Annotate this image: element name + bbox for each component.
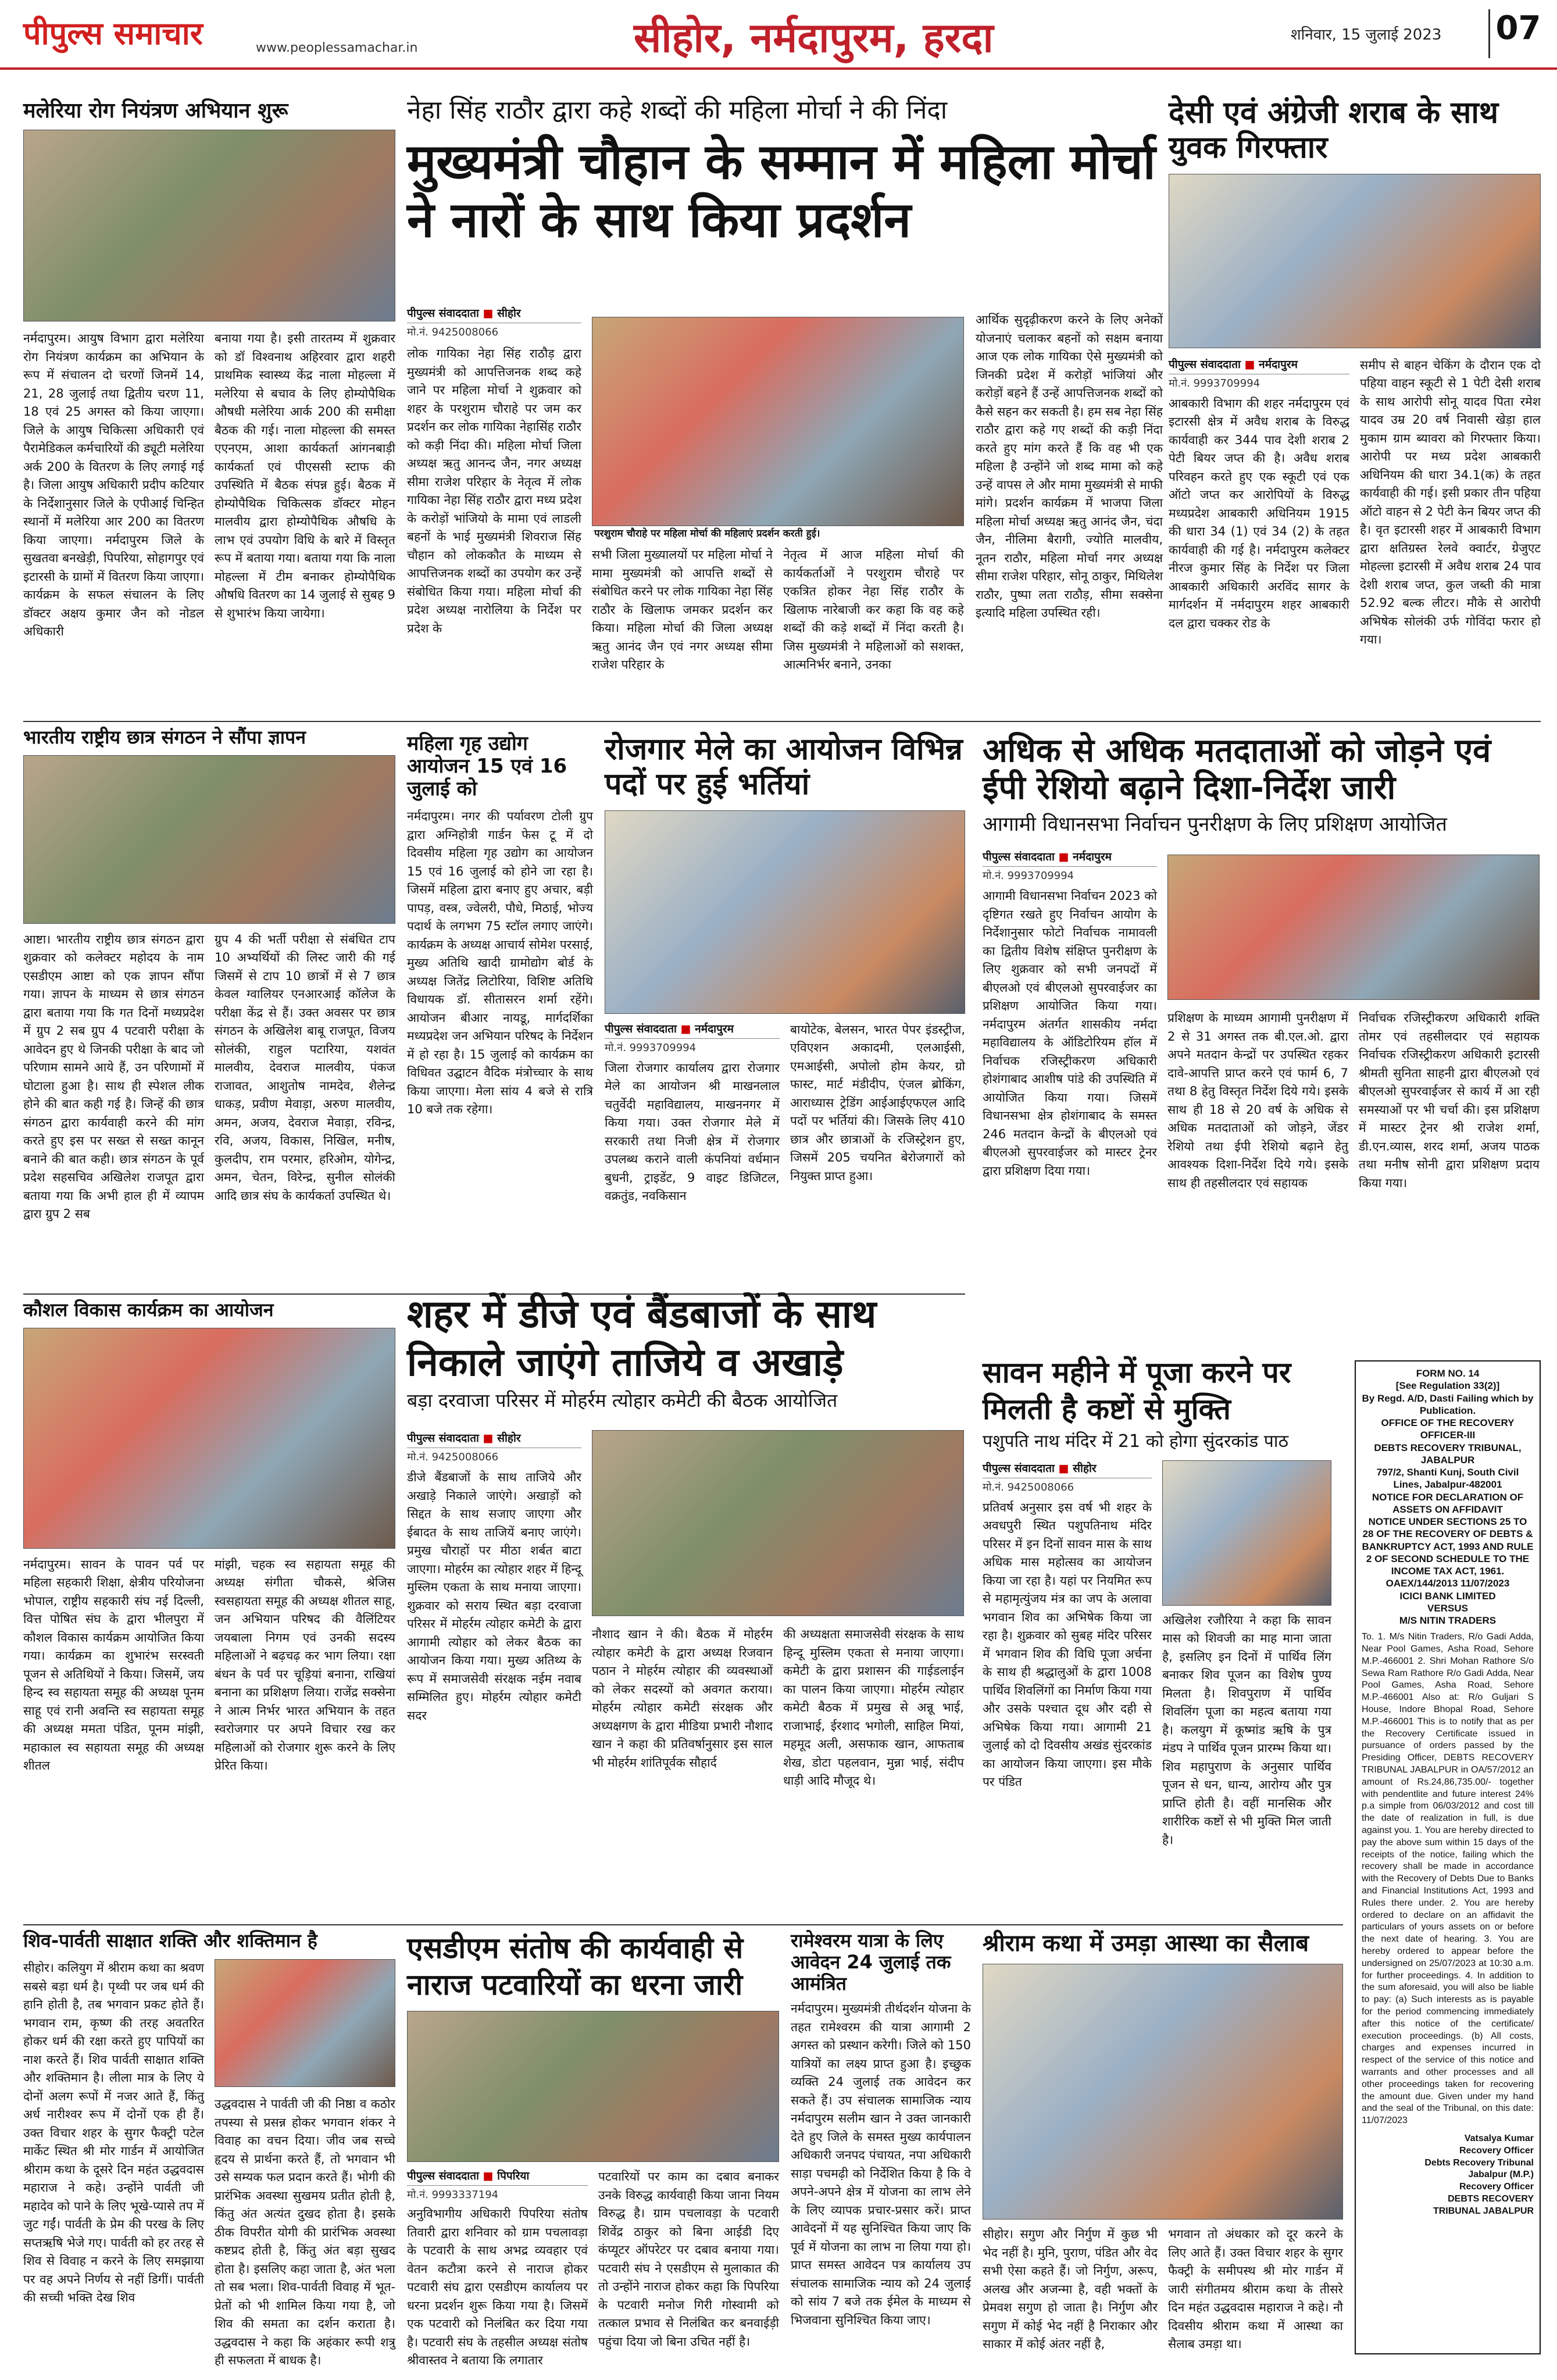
- issue-date: शनिवार, 15 जुलाई 2023: [1291, 26, 1442, 44]
- tajiye-headline: शहर में डीजे एवं बैंडबाजों के साथ निकाले जाएंगे ताजिये व अखाड़े: [407, 1292, 877, 1385]
- rameshwaram-title: रामेश्वरम यात्रा के लिए आवेदन 24 जुलाई तक आमंत्रित: [791, 1929, 951, 1995]
- divider: [23, 721, 1541, 722]
- lead-mobile: मो.नं. 9425008066: [407, 326, 499, 338]
- voters-col1: आगामी विधानसभा निर्वाचन 2023 को दृष्टिगत रखते हुए निर्वाचन आयोग के निर्देशानुसार फोटो निर्वाचक नामावली का द्वितीय विशेष संक्षिप्त पुनरीक्षण के लिए शुक्रवार को सभी जनपदों में बीएलओ एवं बीएलओ सुपरवाईजर का प्रशिक्षण आयोजित किया गया। नर्मदापुरम अंतर्गत शासकीय नर्मदा महाविद्यालय के ऑडिटोरियम हॉल में निर्वाचक रजिस्ट्रीकरण अधिकारी होशंगाबाद आशीष पांडे की उपस्थिति में आयोजित किया गया। जिसमें विधानसभा क्षेत्र होशंगाबाद के समस्त 246 मतदान केन्द्रों के बीएलओ एवं बीएलओ सुपरवाईजर को मास्टर ट्रेनर द्वारा प्रशिक्षण दिया गया।: [983, 889, 1157, 1178]
- sdm-byline: पीपुल्स संवाददाता ■ पिपरिया: [407, 2168, 588, 2186]
- rozgar-article: [605, 732, 965, 1279]
- sawan-mobile: मो.नं. 9425008066: [983, 1481, 1074, 1493]
- abvp-title: भारतीय राष्ट्रीय छात्र संगठन ने सौंपा ज्ञापन: [23, 726, 306, 748]
- voters-mobile: मो.नं. 9993709994: [983, 870, 1074, 882]
- abvp-col1: आष्टा। भारतीय राष्ट्रीय छात्र संगठन द्वारा शुक्रवार को कलेक्टर महोदय के नाम एसडीएम आष्टा को एक ज्ञापन सौंपा गया। ज्ञापन के माध्यम से छात्र संगठन द्वारा बताया गया कि गत दिनों मध्यप्रदेश में ग्रुप 2 सब ग्रुप 4 पटवारी परीक्षा के आवेदन हुए थे जिनकी परीक्षा के बाद जो परिणाम सामने आये हैं, उन परिणामों में घोटाला हुआ है। साथ ही स्पेशल लीक होने की बात कही गई है। जिन्हें की छात्र संगठन द्वारा कार्यवाही करने की मांग करते हुए इस पर सख्त से सख्त कानून बनाने की बात कही। छात्र संगठन के पूर्व प्रदेश सहसचिव अखिलेश राजपूत द्वारा बताया गया कि अभी हाल ही में व्यापम द्वारा ग्रुप 2 सब: [23, 932, 204, 1221]
- notice-line: VERSUS: [1427, 1602, 1468, 1614]
- voters-kicker: आगामी विधानसभा निर्वाचन पुनरीक्षण के लिए प्रशिक्षण आयोजित: [983, 812, 1447, 836]
- notice-line: NOTICE UNDER SECTIONS 25 TO 28 OF THE RECOVERY OF DEBTS & BANKRUPTCY ACT, 1993 AND RULE 2 OF SECOND SCHEDULE TO THE INCOME TAX ACT, 1961.: [1362, 1516, 1534, 1577]
- brand-logo: पीपुल्स समाचार: [23, 15, 203, 52]
- kaushal-col1: नर्मदापुरम। सावन के पावन पर्व पर महिला सहकारी शिक्षा, क्षेत्रीय परियोजना भोपाल, राष्ट्रीय सहकारी संघ नई दिल्ली, वित्त पोषित संघ के द्वारा भीलपुरा में कौशल विकास कार्यक्रम आयोजित किया गया। कार्यक्रम का शुभारंभ सरस्वती पूजन से अतिथियों ने किया। जिसमें, जय हिन्द स्व सहायता समूह की अध्यक्ष पूनम साहू एवं रानी अवन्ति स्व सहायता समूह की अध्यक्ष ममता पंडित, पूनम मांझी, महाकाल स्व सहायता समूह की अध्यक्ष शीतल: [23, 1557, 204, 1773]
- rozgar-byline: पीपुल्स संवाददाता ■ नर्मदापुरम: [605, 1021, 780, 1039]
- notice-line: By Regd. A/D, Dasti Failing which by Publication.: [1362, 1392, 1534, 1416]
- notice-sign-line: Recovery Officer: [1459, 2182, 1534, 2192]
- rozgar-col2: बायोटेक, बेलसन, भारत पेपर इंडस्ट्रीज, एविएशन अकादमी, एलआईसी, एमआईसी, अपोलो होम केयर, ग्रो फास्ट, मार्ट मंडीदीप, एंजल ब्रोकिंग, आराध्यास ट्रेडिंग आईआईएफएल आदि पदों पर भर्तियां की। जिसके लिए 410 छात्र और छात्राओं के रजिस्ट्रेशन हुए, जिसमें 205 चयनित बेरोजगारों को नियुक्त प्राप्त हुआ।: [790, 1022, 965, 1183]
- shriram-article: [983, 1930, 1343, 2372]
- liquor-headline: देसी एवं अंग्रेजी शराब के साथ युवक गिरफ्तार: [1169, 95, 1499, 165]
- liquor-article: [1169, 96, 1541, 724]
- lead-headline: मुख्यमंत्री चौहान के सम्मान में महिला मोर्चा ने नारों के साथ किया प्रदर्शन: [407, 133, 1156, 249]
- sdm-photo: [407, 2011, 779, 2162]
- tajiye-photo: [592, 1430, 964, 1616]
- notice-line: OFFICE OF THE RECOVERY OFFICER-III: [1381, 1417, 1515, 1441]
- lead-col4: आर्थिक सुदृढ़ीकरण करने के लिए अनेकों योजनाएं चलाकर बहनों को सक्षम बनाया आज एक लोक गायिका ऐसे मुख्यमंत्री को जिनकी प्रदेश में करोड़ों भांजियां और करोड़ों बहने हैं उन्हें आपत्तिजनक शब्दों को कैसे सहन कर सकती है। हम सब नेहा सिंह राठौर द्वारा कहे गए शब्दों की कड़ी निंदा करते हुए मांग करते हैं कि वह भी एक महिला है उन्होंने जो शब्द मामा को कहे उन्हें वापस ले और मामा मुख्यमंत्री से माफी मांगे। प्रदर्शन कार्यक्रम में भाजपा जिला महिला मोर्चा अध्यक्ष ऋतु आनंद जैन, चंदा जैन, नीलिमा बैरागी, ज्योति मालवीय, नूतन राठौर, महिला मोर्चा नगर अध्यक्ष सीमा राजेश परिहार, सोनू ठाकुर, मिथिलेश राठौर, पुष्पा लता राठौड़, सीमा सक्सेना इत्यादि महिला उपस्थित रही।: [976, 313, 1163, 620]
- shriram-title: श्रीराम कथा में उमड़ा आस्था का सैलाब: [983, 1930, 1309, 1957]
- tajiye-kicker: बड़ा दरवाजा परिसर में मोहर्रम त्योहार कमेटी की बैठक आयोजित: [407, 1389, 838, 1411]
- sawan-kicker: पशुपति नाथ मंदिर में 21 को होगा सुंदरकांड पाठ: [983, 1431, 1289, 1452]
- udyog-article: [407, 732, 593, 1285]
- udyog-title: महिला गृह उद्योग आयोजन 15 एवं 16 जुलाई को: [407, 732, 567, 801]
- notice-signature: [1362, 2133, 1534, 2218]
- notice-line: [See Regulation 33(2)]: [1395, 1380, 1500, 1392]
- abvp-col2: ग्रुप 4 की भर्ती परीक्षा से संबंधित टाप 10 अभ्यर्थियों की लिस्ट जारी की गई जिसमें से टाप 10 छात्रों में से 7 छात्र केवल ग्वालियर एनआरआई कॉलेज के परीक्षा केंद्र से हैं। उक्त अवसर पर छात्र संगठन के अखिलेश बाबू राजपूत, विजय सोलंकी, राहुल पटारिया, यशवंत मालवीय, देवराज मालवीय, पंकज राजावत, आशुतोष नामदेव, शैलेन्द्र धाकड़, प्रवीण मेवाड़ा, अरुण मालवीय, अमन, अजय, देवराज मेवाड़ा, रविन्द्र, रवि, अजय, विकास, निखिल, मनीष, कुलदीप, राम परमार, हरिओम, योगेन्द्र, अमन, चेतन, विरेन्द्र, सुनील सोलंकी आदि छात्र संघ के कार्यकर्ता उपस्थित थे।: [215, 932, 395, 1203]
- lead-col1: लोक गायिका नेहा सिंह राठौड़ द्वारा मुख्यमंत्री को आपत्तिजनक शब्द कहे जाने पर महिला मोर्चा ने शुक्रवार को शहर के परशुराम चौराहे पर जम कर प्रदर्शन कर लोक गायिका नेहासिंह राठौर को कड़ी निंदा की। महिला मोर्चा जिला अध्यक्ष ऋतु आनन्द जैन, नगर अध्यक्ष सीमा राजेश परिहार के नेतृत्व में लोक गायिका नेहा सिंह राठौर द्वारा मध्य प्रदेश के करोड़ों भांजियो के मामा एवं लाडली बहनों के भाई मुख्यमंत्री शिवराज सिंह चौहान को लोककौत के माध्यम से आपत्तिजनक शब्दों का उपयोग कर उन्हें संबोधित किया गया। महिला मोर्चा की प्रदेश अध्यक्ष नारोलिया के निर्देश पर प्रदेश के: [407, 346, 581, 635]
- malaria-photo: [23, 130, 395, 321]
- notice-sign-line: TRIBUNAL JABALPUR: [1433, 2206, 1534, 2216]
- site-url[interactable]: www.peoplessamachar.in: [256, 41, 418, 55]
- sdm-col1: अनुविभागीय अधिकारी पिपरिया संतोष तिवारी द्वारा शनिवार को ग्राम पचलावड़ा के पटवारी के साथ अभद्र व्यवहार एवं वेतन कटौत्रा करने से नाराज होकर पटवारी संघ द्वारा एसडीएम कार्यालय पर धरना प्रदर्शन शुरू किया गया है। जिसमें एक पटवारी को निलंबित कर दिया गया है। पटवारी संघ के तहसील अध्यक्ष संतोष श्रीवास्तव ने बताया कि लगातार: [407, 2207, 588, 2367]
- lead-kicker: नेहा सिंह राठौर द्वारा कहे शब्दों की महिला मोर्चा ने की निंदा: [407, 95, 948, 125]
- sdm-mobile: मो.नं. 9993337194: [407, 2189, 499, 2201]
- divider: [23, 1924, 1343, 1925]
- legal-notice: [1355, 1360, 1541, 2354]
- malaria-title: मलेरिया रोग नियंत्रण अभियान शुरू: [23, 99, 288, 123]
- notice-line: ICICI BANK LIMITED: [1399, 1590, 1496, 1602]
- voters-byline: पीपुल्स संवाददाता ■ नर्मदापुरम: [983, 849, 1157, 867]
- notice-sign-line: Recovery Officer: [1459, 2145, 1534, 2156]
- sdm-article: [407, 1930, 779, 2372]
- rozgar-col1: जिला रोजगार कार्यालय द्वारा रोजगार मेले का आयोजन श्री माखनलाल चतुर्वेदी महाविद्यालय, माखननगर में किया गया। उक्त रोजगार मेले में सरकारी तथा निजी क्षेत्र में रोजगार उपलब्ध कराने वाली कंपनियां वर्धमान बुधनी, ट्राइडेंट, 9 वाइट डिजिटल, वक्रतुंड, नवकिसान: [605, 1060, 780, 1203]
- lead-col2: सभी जिला मुख्यालयों पर महिला मोर्चा ने मामा मुख्यमंत्री को आपत्ति शब्दों से संबोधित करने पर लोक गायिका नेहा सिंह राठौर के खिलाफ जमकर प्रदर्शन कर किया। महिला मोर्चा की जिला अध्यक्ष ऋतु आनंद जैन एवं नगर अध्यक्ष सीमा राजेश परिहार के: [592, 548, 773, 672]
- malaria-col2: बनाया गया है। इसी तारतम्य में शुक्रवार को डॉ विश्वनाथ अहिरवार द्वारा शहरी प्राथमिक स्वास्थ्य केंद्र नाला मोहल्ला में मलेरिया से बचाव के लिए होम्योपैथिक औषधी मलेरिया आर्क 200 की समीक्षा बैठक की गई। नाला मोहल्ला की समस्त एएनएम, आशा कार्यकर्ता आंगनबाड़ी कार्यकर्ता एवं पीएससी स्टाफ की उपस्थिति में बैठक संपन्न हुई। बैठक में होम्योपैथिक चिकित्सक डॉक्टर मोहन मालवीय द्वारा होम्योपैथिक औषधि के लाभ एवं उपयोग विधि के बारे में विस्तृत रूप में बताया गया। बताया गया कि नाला मोहल्ला में टीम बनाकर होम्योपैथिक औषधि वितरण का 14 जुलाई से सुबह 9 से शुभारंभ किया जायेगा।: [215, 331, 395, 620]
- liquor-byline: पीपुल्स संवाददाता ■ नर्मदापुरम: [1169, 356, 1349, 374]
- liquor-mobile: मो.नं. 9993709994: [1169, 377, 1260, 389]
- rozgar-photo: [605, 810, 965, 1014]
- lead-article: [407, 96, 1163, 724]
- sdm-headline: एसडीएम संतोष की कार्यवाही से नाराज पटवारियों का धरना जारी: [407, 1931, 744, 2002]
- notice-body: To. 1. M/s Nitin Traders, R/o Gadi Adda, Near Pool Games, Asha Road, Sehore M.P.-466001 2. Shri Mohan Rathore S/o Sewa Ram Rathore R/o Gadi Adda, Near Pool Games, Asha Road, Sehore M.P.-466001 Also at: R/o Guljari S House, Indore Bhopal Road, Sehore M.P.-466001 This is to notify that as per the Recovery Certificate issued in pursuance of orders passed by the Presiding Officer, DEBTS RECOVERY TRIBUNAL JABALPUR in OA/57/2012 an amount of Rs.24,86,735.00/- together with pendentlite and future interest 24% p.a simple from 06/03/2012 and cost till the date of realization in full, is due against you. 1. You are hereby directed to pay the above sum within 15 days of the receipts of the notice, failing which the recovery shall be made in accordance with the Recovery of Debts Due to Banks and Financial Institutions Act, 1993 and Rules there under. 2. You are hereby ordered to declare on an affidavit the particulars of yours assets on or before the next date of hearing. 3. You are hereby ordered to appear before the undersigned on 25/07/2023 at 10:30 a.m. for further proceedings. 4. In addition to the sum aforesaid, you will also be liable to pay: (a) Such interests as is payable for the period commencing immediately after this notice of the certificate/ execution proceedings. (b) All costs, charges and expenses incurred in respect of the service of this notice and warrants and other processes and all other proceedings taken for recovering the amount due. Given under my hand and the seal of the Tribunal, on this date: 11/07/2023: [1362, 1632, 1534, 2126]
- sawan-byline: पीपुल्स संवाददाता ■ सीहोर: [983, 1460, 1152, 1478]
- rameshwaram-text: नर्मदापुरम। मुख्यमंत्री तीर्थदर्शन योजना के तहत रामेश्वरम की यात्रा आगामी 2 अगस्त को प्रस्थान करेगी। जिले को 150 यात्रियों का लक्ष्य प्राप्त हुआ है। इच्छुक व्यक्ति 24 जुलाई तक आवेदन कर सकते हैं। उप संचालक सामाजिक न्याय नर्मदापुरम सलीम खान ने उक्त जानकारी देते हुए जिले के समस्त मुख्य कार्यपालन अधिकारी जनपद पंचायत, नपा अधिकारी साड़ा पचमढ़ी को निर्देशित किया है कि वे अपने-अपने क्षेत्र में योजना का लाभ लेने के लिए व्यापक प्रचार-प्रसार करें। प्राप्त आवेदनों में यह सुनिश्चित किया जाए कि पूर्व में योजना का लाभ ना लिया गया हो। प्राप्त समस्त आवेदन पत्र कार्यालय उप संचालक सामाजिक न्याय को 24 जुलाई को सांय 7 बजे तक ईमेल के माध्यम से भिजवाना सुनिश्चित किया जाए।: [791, 2002, 971, 2327]
- region-title: सीहोर, नर्मदापुरम, हरदा: [634, 14, 994, 62]
- lead-col3: नेतृत्व में आज महिला मोर्चा की कार्यकर्ताओं ने परशुराम चौराहे पर एकत्रित होकर नेहा सिंह राठौर के खिलाफ नारेबाजी कर कहा कि वह कहे शब्दों की कड़े शब्दों में निंदा करती है। जिस मुख्यमंत्री ने महिलाओं को सशक्त, आत्मनिर्भर बनाने, उनका: [783, 548, 964, 672]
- voters-headline: अधिक से अधिक मतदाताओं को जोड़ने एवं ईपी रेशियो बढ़ाने दिशा-निर्देश जारी: [983, 732, 1491, 807]
- rozgar-headline: रोजगार मेले का आयोजन विभिन्न पदों पर हुई भर्तियां: [605, 732, 963, 802]
- notice-sign-line: Jabalpur (M.P.): [1468, 2170, 1534, 2180]
- voters-col3: निर्वाचक रजिस्ट्रीकरण अधिकारी शक्ति तोमर एवं तहसीलदार एवं सहायक निर्वाचक रजिस्ट्रीकरण अधिकारी इटारसी श्रीमती सुनिता साहनी द्वारा बीएलओ एवं बीएलओ सुपरवाईजर से कार्य में आ रही समस्याओं पर भी चर्चा की। इस प्रशिक्षण में मास्टर ट्रेनर श्री राजेश शर्मा, डी.एन.व्यास, शरद शर्मा, अजय पाठक तथा मनीष सोनी द्वारा प्रशिक्षण प्रदाय किया गया।: [1359, 1011, 1540, 1190]
- sawan-headline: सावन महीने में पूजा करने पर मिलती है कष्टों से मुक्ति: [983, 1356, 1291, 1426]
- masthead: [0, 0, 1557, 70]
- kaushal-col2: मांझी, चहक स्व सहायता समूह की अध्यक्ष संगीता चौकसे, श्रेजिस स्वसहायता समूह की अध्यक्ष शीतल साहू, जन अभियान परिषद की वैलिंटियर जयबाला निगम एवं उनकी सदस्य महिलाओं ने बढ़चढ़ कर भाग लिया। रक्षा बंधन के पर्व पर चूड़ियां बनाना, राखियां बनाना का प्रशिक्षण लिया। राजेंद्र सक्सेना ने आत्म निर्भर भारत अभियान के तहत स्वरोजगार पर अपने विचार रख कर महिलाओं को रोजगार शुरू करने के लिए प्रेरित किया।: [215, 1557, 395, 1773]
- shiv-col1: सीहोर। कलियुग में श्रीराम कथा का श्रवण सबसे बड़ा धर्म है। पृथ्वी पर जब धर्म की हानि होती है, तब भगवान प्रकट होते हैं। भगवान राम, कृष्ण की तरह अवतरित होकर धर्म की रक्षा करते हुए पापियों का नाश करते हैं। शिव पार्वती साक्षात शक्ति और शक्तिमान है। लीला मात्र के लिए ये दोनों अलग रूपों में नजर आते हैं, किंतु अर्ध नारीश्वर रूप में दोनों एक ही हैं। उक्त विचार शहर के सुगर फैक्ट्री पटेल मार्केट स्थित श्री मोर गार्डन में आयोजित श्रीराम कथा के दूसरे दिन महंत उद्धवदास महाराज ने कहे। उन्होंने पार्वती जी महादेव को पाने के लिए भूखे-प्यासे तप में जुट गईं। पार्वती के प्रेम की परख के लिए सप्तऋषि भेजे गए। पार्वती को हर तरह से शिव से विवाह न करने के लिए समझाया पर वह अपने निर्णय से नहीं डिगीं। पार्वती की सच्ची भक्ति देख शिव: [23, 1961, 204, 2304]
- voters-photo: [1167, 855, 1540, 1000]
- lead-byline: पीपुल्स संवाददाता ■ सीहोर: [407, 305, 581, 323]
- notice-sign-line: Vatsalya Kumar: [1464, 2133, 1534, 2143]
- notice-line: OAEX/144/2013 11/07/2023: [1385, 1578, 1510, 1589]
- rozgar-mobile: मो.नं. 9993709994: [605, 1041, 697, 1054]
- rameshwaram-article: [791, 1930, 971, 2372]
- notice-sign-line: DEBTS RECOVERY: [1448, 2193, 1534, 2204]
- notice-line: M/S NITIN TRADERS: [1399, 1615, 1497, 1626]
- lead-photo: [592, 317, 964, 526]
- notice-header: [1362, 1367, 1534, 1627]
- sawan-photo: [1162, 1460, 1331, 1606]
- lead-photo-caption: परशुराम चौराहे पर महिला मोर्चा की महिलाएं प्रदर्शन करती हुई।: [592, 526, 964, 541]
- liquor-col1: आबकारी विभाग की शहर नर्मदापुरम एवं इटारसी क्षेत्र में अवैध शराब के विरुद्ध कार्यवाही कर 344 पाव देशी शराब 2 पेटी बियर जप्त की है। अवैध शराब परिवहन करते हुए एक स्कूटी एवं एक ऑटो जप्त कर आरोपियों के विरुद्ध मध्यप्रदेश आबकारी अधिनियम 1915 की धारा 34 (1) एवं 34 (2) के तहत कार्यवाही की गई है। नर्मदापुरम कलेक्टर नीरज कुमार सिंह के निर्देश पर जिला आबकारी अधिकारी अरविंद सागर के मार्गदर्शन में नर्मदापुरम शहर आबकारी दल द्वारा चक्कर रोड के: [1169, 396, 1349, 630]
- liquor-col2: समीप से बाहन चेकिंग के दौरान एक दो पहिया वाहन स्कूटी से 1 पेटी देसी शराब के साथ आरोपी सोनू यादव पिता रमेश यादव उम्र 20 वर्ष निवासी खेड़ा हाल मुकाम ग्राम ब्यावरा को गिरफ्तार किया। आरोपी पर मध्य प्रदेश आबकारी अधिनियम की धारा 34.1(क) के तहत कार्यवाही की गई। इसी प्रकार तीन पहिया ऑटो वाहन से 2 पेटी केन बियर जप्त की है। वृत इटारसी शहर में आबकारी विभाग द्वारा क्षतिग्रस्त रेलवे क्वार्टर, ग्रेजुएट मोहल्ला इटारसी में अवैध शराब 24 पाव देशी शराब जप्त, कुल जब्ती की मात्रा 52.92 बल्क लीटर। मौके से आरोपी अभिषेक सोलंकी उर्फ गोविंदा फरार हो गया।: [1360, 358, 1541, 647]
- kaushal-photo: [23, 1328, 395, 1549]
- page-number: 07: [1488, 9, 1547, 58]
- shriram-col2: भगवान तो अंधकार को दूर करने के लिए आते हैं। उक्त विचार शहर के सुगर फैक्ट्री के समीपस्थ श्री मोर गार्डन में जारी संगीतमय श्रीराम कथा के तीसरे दिन महंत उद्धवदास महाराज ने कहे। नौ दिवसीय श्रीराम कथा में आस्था का सैलाब उमड़ा था।: [1168, 2227, 1343, 2351]
- kaushal-title: कौशल विकास कार्यक्रम का आयोजन: [23, 1299, 274, 1321]
- malaria-col1: नर्मदापुरम। आयुष विभाग द्वारा मलेरिया रोग नियंत्रण कार्यक्रम का अभियान के रूप में संचालन दो चरणों जिनमें 14, 21, 28 जुलाई तथा द्वितीय चरण 11, 18 एवं 25 अगस्त को किया जाएगा। जिले के आयुष चिकित्सा अधिकारी एवं पैरामेडिकल कर्मचारियों की ड्यूटी मलेरिया अर्क 200 के वितरण के लिए लगाई गई है। जिला आयुष अधिकारी प्रदीप कटियार के निर्देशानुसार जिले के एपीआई चिन्हित स्थानों में मलेरिया आर 200 का वितरण किया जाएगा। नर्मदापुरम जिले के सुखतवा बनखेड़ी, पिपरिया, सोहागपुर एवं इटारसी के ग्रामों में वितरण किया जाएगा। कार्यक्रम के सफल संचालन के लिए डॉक्टर अक्षय कुमार जैन को नोडल अधिकारी: [23, 331, 204, 639]
- shriram-col1: सीहोर। सगुण और निर्गुण में कुछ भी भेद नहीं है। मुनि, पुराण, पंडित और वेद सभी ऐसा कहते हैं। जो निर्गुण, अरूप, अलख और अजन्मा है, वही भक्तों के प्रेमवश सगुण हो जाता है। निर्गुण और सगुण में कोई भेद नहीं है निराकार और साकार में कोई अंतर नहीं है,: [983, 2227, 1158, 2351]
- tajiye-article: [407, 1291, 965, 1918]
- liquor-photo: [1169, 174, 1541, 348]
- sdm-col2: पटवारियों पर काम का दबाव बनाकर उनके विरुद्ध कार्यवाही किया जाना नियम विरुद्ध है। ग्राम पचलावड़ा के पटवारी शिवेंद्र ठाकुर को बिना आईडी दिए कंप्यूटर ऑपरेटर पर दबाव बनाया गया। पटवारी संघ ने एसडीएम से मुलाकात की तो उन्होंने नाराज होकर कहा कि पिपरिया के पटवारी मनोज गिरी गोस्वामी को तत्काल प्रभाव से निलंबित कर बनवाईड़ी पहुंचा दिया जो बिना उचित नहीं है।: [598, 2170, 779, 2349]
- shiv-photo: [215, 1959, 395, 2087]
- sawan-col2: अखिलेश रजौरिया ने कहा कि सावन मास को शिवजी का माह माना जाता है, इसलिए इन दिनों में पार्थिव लिंग बनाकर शिव पूजन का विशेष पुण्य मिलता है। शिवपुराण में पार्थिव शिवलिंग पूजा का महत्व बताया गया है। कलयुग में कूष्मांड ऋषि के पुत्र मंडप ने पार्थिव पूजन प्रारम्भ किया था। शिव महापुराण के अनुसार पार्थिव पूजन से धन, धान्य, आरोग्य और पुत्र प्राप्ति होती है। वहीं मानसिक और शारीरिक कष्टों से भी मुक्ति मिल जाती है।: [1162, 1613, 1331, 1847]
- abvp-photo: [23, 755, 395, 924]
- notice-line: FORM NO. 14: [1416, 1368, 1480, 1379]
- tajiye-col1: डीजे बैंडबाजों के साथ ताजिये और अखाड़े निकाले जाएंगे। अखाड़ों को सिद्दत के साथ सजाए जाएगा और ईबादत के साथ ताजियें बनाए जाएंगे। प्रमुख चौराहों पर मीठा शर्बत बाटा जाएगा। मोहर्रम का त्योहार शहर में हिन्दू मुस्लिम एकता के साथ मनाया जाएगा। शुक्रवार को सराय स्थित बड़ा दरवाजा परिसर में मोहर्रम त्योहार कमेटी के द्वारा आगामी त्योहार को लेकर बैठक का आयोजन किया गया। मुख्य अतिथ्य के रूप में समाजसेवी संरक्षक नईम नवाब सम्मिलित हुए। मोहर्रम त्योहार कमेटी सदर: [407, 1470, 581, 1723]
- tajiye-byline: पीपुल्स संवाददाता ■ सीहोर: [407, 1430, 581, 1448]
- udyog-text: नर्मदापुरम। नगर की पर्यावरण टोली ग्रुप द्वारा अग्निहोत्री गार्डन फेस टू में दो दिवसीय महिला गृह उद्योग का आयोजन 15 एवं 16 जुलाई को होने जा रहा है। जिसमें महिला द्वारा बनाए हुए अचार, बड़ी पापड़, वस्त्र, ज्वेलरी, पौधे, मिठाई, भोज्य पदार्थ के लगभग 75 स्टॉल लगाए जाएंगे। कार्यक्रम के अध्यक्ष आचार्य सोमेश परसाई, मुख्य अतिथि खादी ग्रामोद्योग बोर्ड के अध्यक्ष जितेंद्र लिटोरिया, विशिष्ट अतिथि विधायक डॉ. सीतासरन शर्मा रहेंगे। आयोजन बीआर नायडू, मार्गदर्शिका मध्यप्रदेश जन अभियान परिषद के निर्देशन में हो रहा है। 15 जुलाई को कार्यक्रम का विधिवत उद्घाटन वैदिक मंत्रोच्चार के साथ किया जाएगा। मेला सांय 4 बजे से रात्रि 10 बजे तक रहेगा।: [407, 809, 593, 1117]
- sawan-article: [983, 1355, 1331, 1982]
- notice-sign-line: Debts Recovery Tribunal: [1424, 2157, 1534, 2168]
- notice-line: DEBTS RECOVERY TRIBUNAL, JABALPUR: [1374, 1442, 1522, 1466]
- malaria-article: [23, 99, 395, 715]
- shiv-col2: उद्धवदास ने पार्वती जी की निष्ठा व कठोर तपस्या से प्रसन्न होकर भगवान शंकर ने विवाह का वचन दिया। जीव जब सच्चे हृदय से प्रार्थना करते हैं, तो भगवान भी उसे सम्यक फल प्रदान करते हैं। भोगी की प्रारंभिक अवस्था सुखमय प्रतीत होती है, किंतु अंत अत्यंत दुखद होता है। इसके ठीक विपरीत योगी की प्रारंभिक अवस्था कष्टप्रद होती है, किंतु अंत बड़ा सुखद होता है। इसलिए कहा जाता है, अंत भला तो सब भला। शिव-पार्वती विवाह में भूत-प्रेतों को भी शामिल किया गया है, जो शिव की समता का दर्शन कराता है। उद्धवदास ने कहा कि अहंकार रूपी शत्रु ही सफलता में बाधक है।: [215, 2097, 395, 2367]
- voters-article: [983, 732, 1541, 1291]
- notice-line: 797/2, Shanti Kunj, South Civil Lines, Jabalpur-482001: [1376, 1467, 1519, 1491]
- tajiye-col3: की अध्यक्षता समाजसेवी संरक्षक के साथ हिन्दू मुस्लिम एकता से मनाया जाएगा। कमेटी के द्वारा प्रशासन की गाईडलाईन का पालन किया जाएगा। मोहर्रम त्योहार कमेटी बैठक में प्रमुख से अन्नू भाई, राजाभाई, ईरशाद भगोली, साहिल मियां, महमूद अली, असफाक खान, आफताब शेख, डोटा पहलवान, मुन्ना भाई, संदीप धाड़ी आदि मौजूद थे।: [783, 1627, 964, 1788]
- abvp-article: [23, 727, 395, 1291]
- shiv-article: [23, 1930, 395, 2372]
- notice-line: NOTICE FOR DECLARATION OF ASSETS ON AFFIDAVIT: [1372, 1491, 1524, 1515]
- tajiye-col2: नौशाद खान ने की। बैठक में मोहर्रम त्योहार कमेटी के द्वारा अध्यक्ष रिजवान पठान ने मोहर्रम त्योहार की व्यवस्थाओं को लेकर सदस्यों को अवगत कराया। मोहर्रम त्योहार कमेटी संरक्षक और अध्यक्षगण के द्वारा मीडिया प्रभारी नौशाद खान ने कहा की प्रतिवर्षानुसार इस साल भी मोहर्रम शांतिपूर्वक सौहार्द: [592, 1627, 773, 1770]
- shiv-title: शिव-पार्वती साक्षात शक्ति और शक्तिमान है: [23, 1929, 317, 1952]
- tajiye-mobile: मो.नं. 9425008066: [407, 1451, 499, 1463]
- sawan-col1: प्रतिवर्ष अनुसार इस वर्ष भी शहर के अवधपुरी स्थित पशुपतिनाथ मंदिर परिसर में इन दिनों सावन मास के साथ अधिक मास महोत्सव का आयोजन किया जा रहा है। यहां पर नियमित रूप से महामृत्युंजय मंत्र का जप के अलावा भगवान शिव का अभिषेक किया जा रहा है। शुक्रवार को सुबह मंदिर परिसर में भगवान शिव की विधि पूजा अर्चना के साथ ही श्रद्धालुओं के द्वारा 1008 पार्थिव शिवलिंगों का निर्माण किया गया और उसके पश्चात दूध और दही से अभिषेक किया गया। आगामी 21 जुलाई को दो दिवसीय अखंड सुंदरकांड का आयोजन किया जाएगा। इस मौके पर पंडित: [983, 1500, 1152, 1789]
- shriram-photo: [983, 1964, 1343, 2220]
- voters-col2: प्रशिक्षण के माध्यम आगामी पुनरीक्षण में 2 से 31 अगस्त तक बी.एल.ओ. द्वारा अपने मतदान केन्द्रों पर उपस्थित रहकर दावे-आपत्ति प्राप्त करने एवं फार्म 6, 7 तथा 8 हेतु विस्तृत निर्देश दिये गये। इसके साथ ही 18 से 20 वर्ष के अधिक से अधिक मतदाताओं को जोड़ने, जेंडर रेशियो तथा ईपी रेशियो बढ़ाने हेतु आवश्यक दिशा-निर्देश दिये गये। इसके साथ ही तहसीलदार एवं सहायक: [1167, 1011, 1348, 1190]
- kaushal-article: [23, 1299, 395, 1921]
